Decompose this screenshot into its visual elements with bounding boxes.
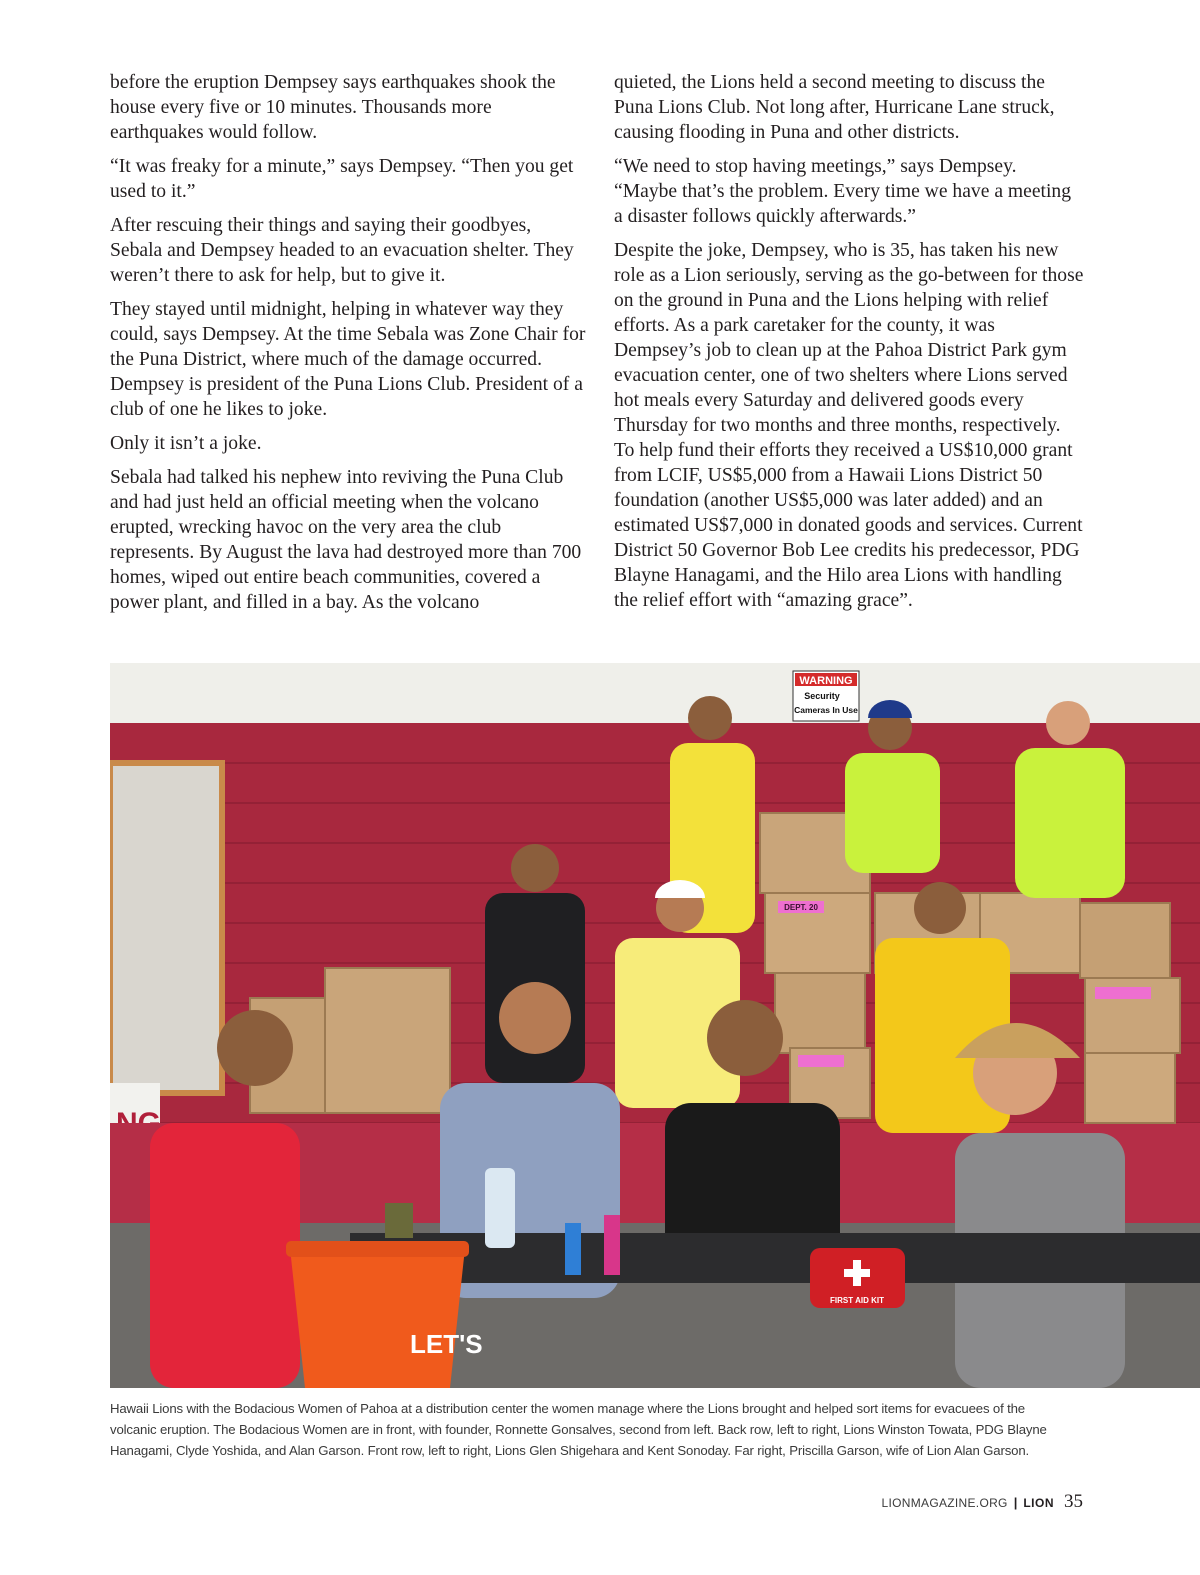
article-paragraph: Only it isn’t a joke. — [110, 433, 262, 454]
photo-caption: Hawaii Lions with the Bodacious Women of Pahoa at a distribution center the women manage where the Lions brought and helped sort items for evacuees of the volcanic eruption. The Bodacious Women are in front, with founder, Ronnette Gonsalves, second from left. Back row, left to right, Lions Winston Towata, PDG Blayne Hanagami, Clyde Yoshida, and Alan Garson. Front row, left to right, Lions Glen Shigehara and Kent Sonoday. Far right, Priscilla Garson, wife of Lion Alan Garson. — [110, 1401, 1047, 1458]
magazine-name: LION — [1023, 1496, 1054, 1510]
article-paragraph: Sebala had talked his nephew into reviving the Puna Club and had just held an official meeting when the volcano erupted, wrecking havoc on the very area the club represents. By August the lava had destroyed more than 700 homes, wiped out entire beach communities, covered a power plant, and filled in a bay. As the volcano — [110, 467, 582, 613]
article-paragraph: “It was freaky for a minute,” says Dempsey. “Then you get used to it.” — [110, 156, 574, 202]
box-label: DEPT. 20 — [784, 903, 818, 912]
article-left-column — [110, 70, 586, 624]
article-paragraph: They stayed until midnight, helping in whatever way they could, says Dempsey. At the time Sebala was Zone Chair for the Puna District, where much of the damage occurred. Dempsey is president of the Puna Lions Club. President of a club of one he likes to joke. — [110, 299, 586, 420]
warning-sign-line1: Security — [804, 691, 840, 701]
magazine-website-link[interactable]: LIONMAGAZINE.ORG — [881, 1496, 1008, 1510]
page-footer — [882, 1491, 1083, 1513]
article-paragraph: Despite the joke, Dempsey, who is 35, has taken his new role as a Lion seriously, serving as the go-between for those on the ground in Puna and the Lions helping with relief efforts. As a park caretaker for the county, it was Dempsey’s job to clean up at the Pahoa District Park gym evacuation center, one of two shelters where Lions served hot meals every Saturday and delivered goods every Thursday for two months and three months, respectively. To help fund their efforts they received a US$10,000 grant from LCIF, US$5,000 from a Hawaii Lions District 50 foundation (another US$5,000 was later added) and an estimated US$7,000 in donated goods and services. Current District 50 Governor Bob Lee credits his predecessor, PDG Blayne Hanagami, and the Hilo area Lions with handling the relief effort with “amazing grace”. — [614, 240, 1084, 611]
warning-sign-line2: Cameras In Use — [794, 705, 858, 715]
photo-illustration — [110, 663, 1200, 1388]
first-aid-kit-label: FIRST AID KIT — [830, 1296, 884, 1305]
group-photo — [110, 663, 1200, 1388]
article-paragraph: After rescuing their things and saying their goodbyes, Sebala and Dempsey headed to an evacuation shelter. They weren’t there to ask for help, but to give it. — [110, 215, 574, 286]
page-number: 35 — [1064, 1491, 1083, 1512]
warning-sign-title: WARNING — [799, 675, 853, 687]
orange-bucket — [290, 1248, 465, 1388]
footer-separator: | — [1013, 1495, 1018, 1510]
article-right-column — [614, 70, 1084, 622]
article-paragraph: before the eruption Dempsey says earthquakes shook the house every five or 10 minutes. Thousands more earthquakes would follow. — [110, 72, 556, 143]
bucket-label: LET'S — [410, 1329, 483, 1359]
article-paragraph: quieted, the Lions held a second meeting to discuss the Puna Lions Club. Not long after, Hurricane Lane struck, causing flooding in Puna and other districts. — [614, 72, 1055, 143]
article-paragraph: “We need to stop having meetings,” says Dempsey. “Maybe that’s the problem. Every time we have a meeting a disaster follows quickly afterwards.” — [614, 156, 1072, 227]
